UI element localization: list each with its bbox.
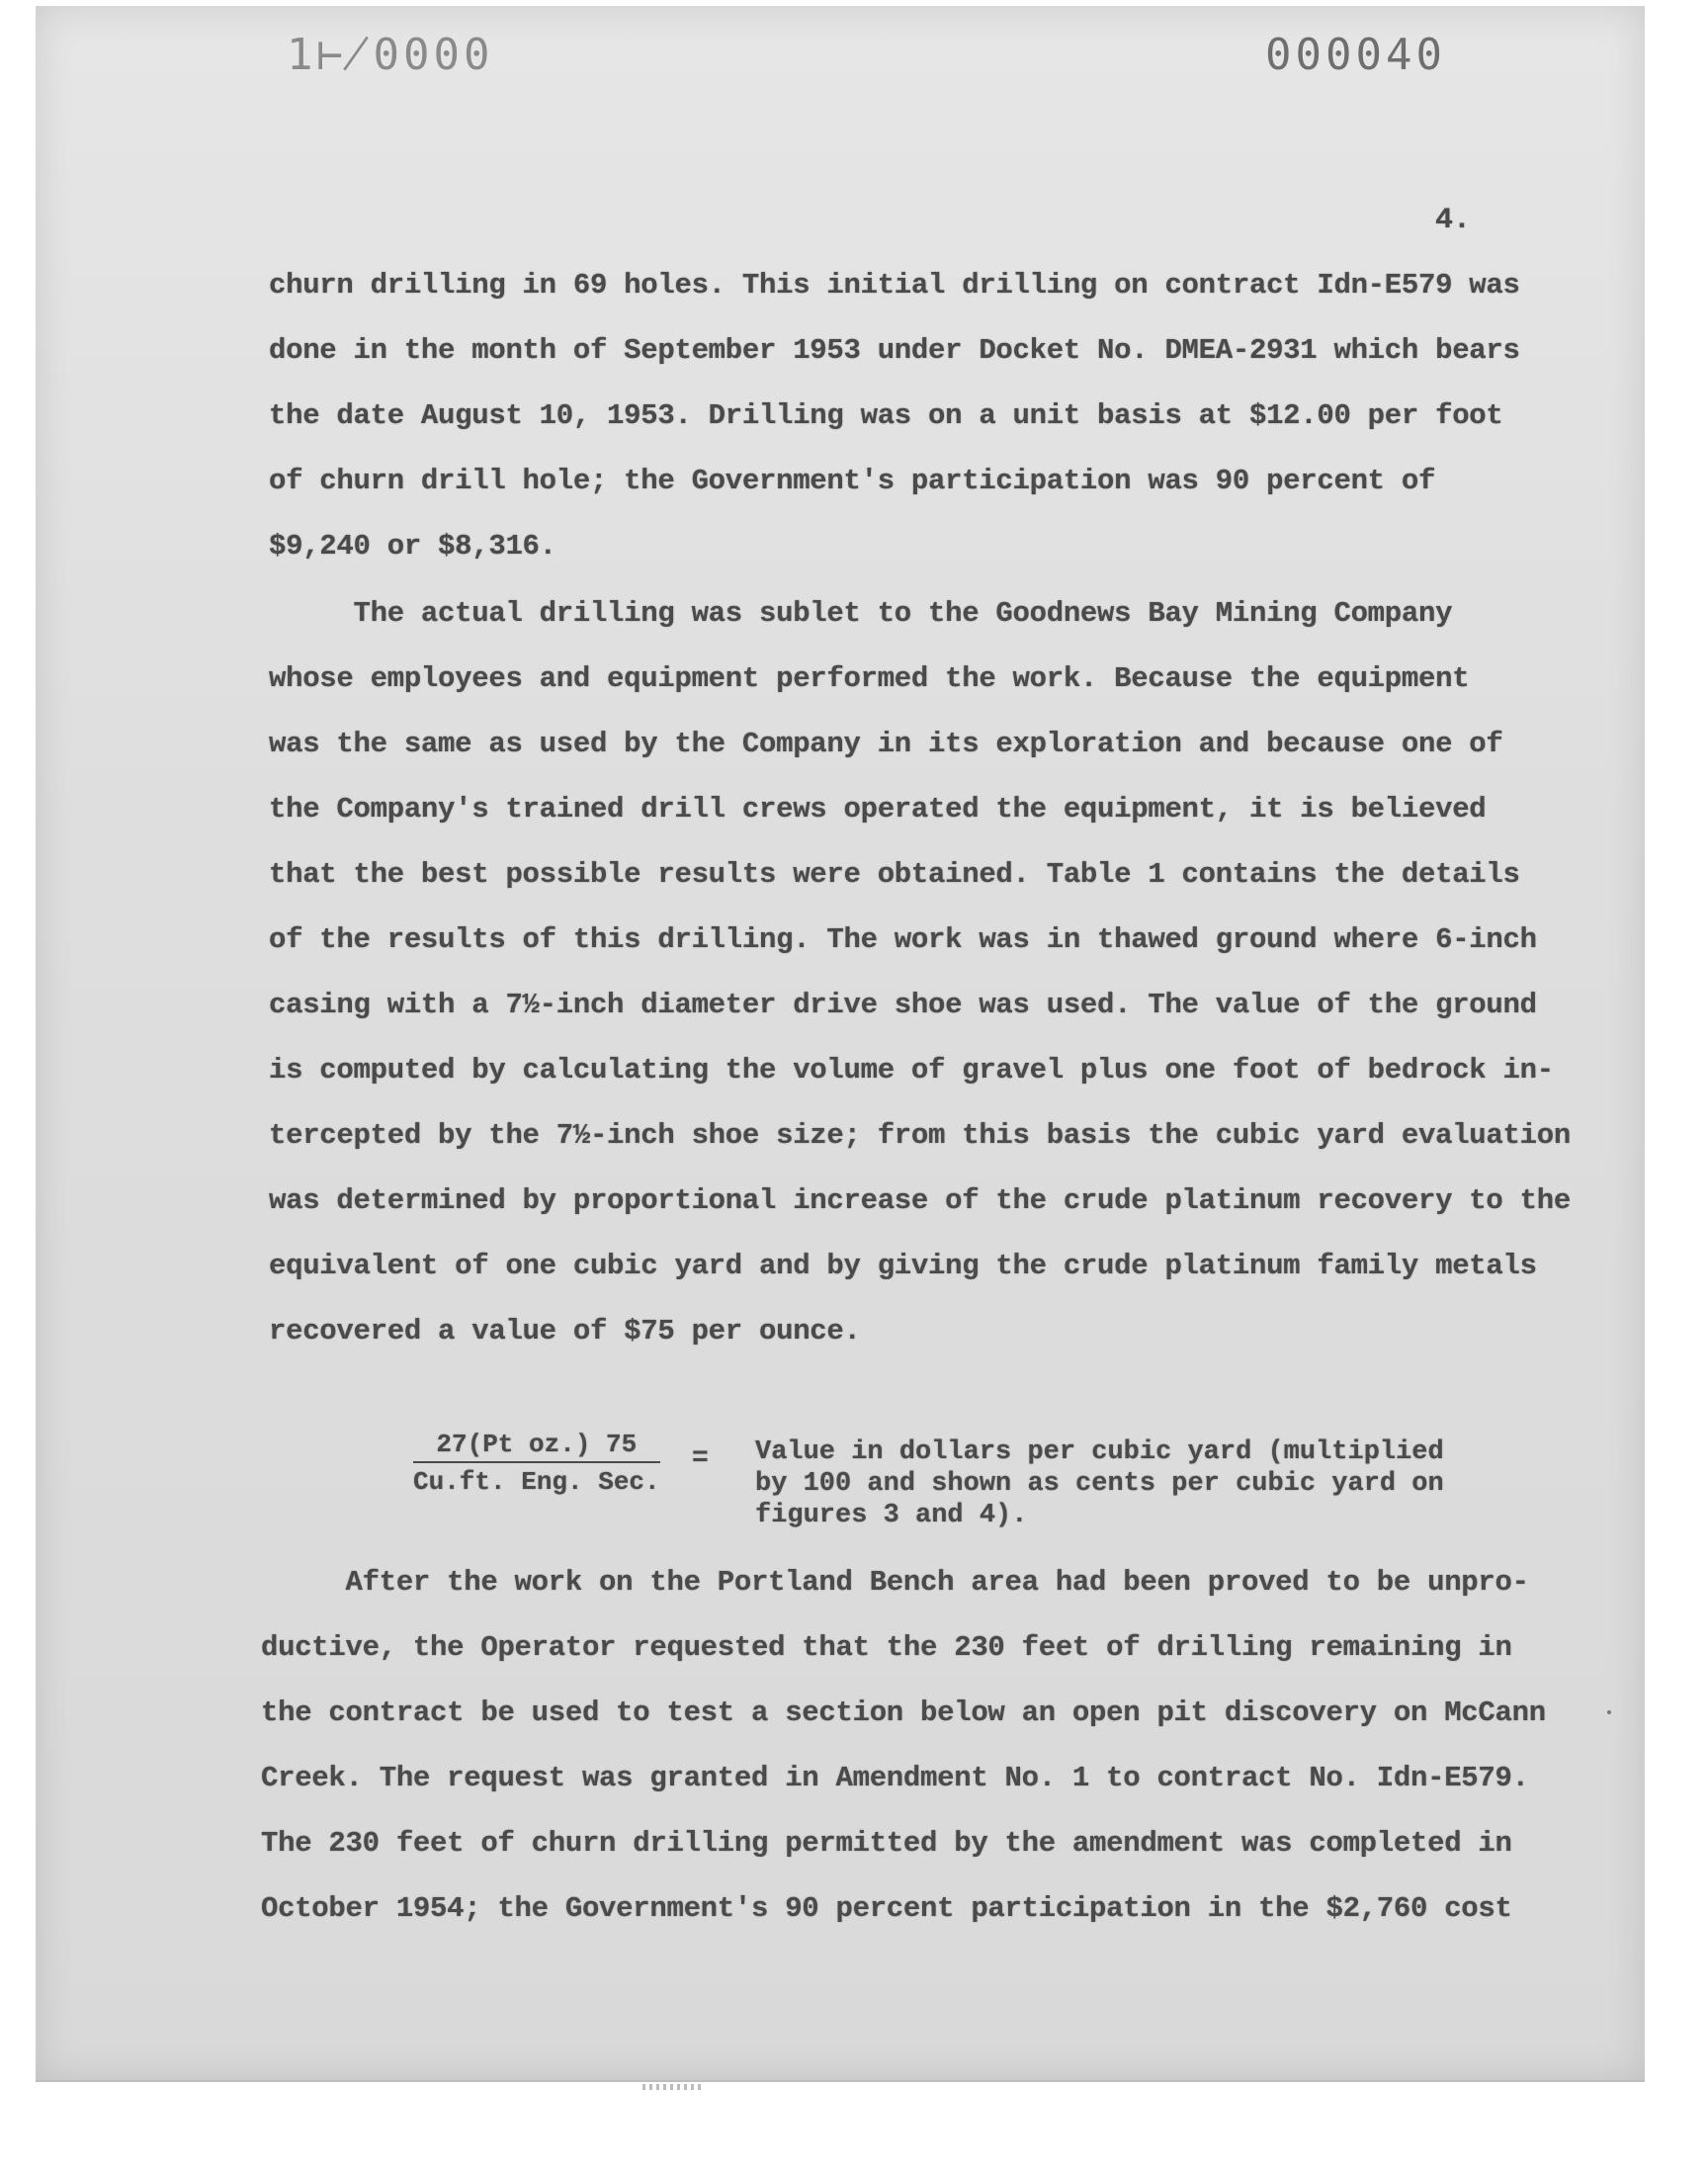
paragraph3-line-6: October 1954; the Government's 90 percent participation in the $2,760 cost <box>261 1892 1512 1925</box>
paragraph3-line-2: ductive, the Operator requested that the 230 feet of drilling remaining in <box>261 1631 1512 1664</box>
formula-equals-sign: = <box>692 1443 709 1474</box>
formula-explanation-line-3: figures 3 and 4). <box>755 1501 1028 1530</box>
paragraph2-line-4: the Company's trained drill crews operated the equipment, it is believed <box>269 793 1487 826</box>
paragraph3-line-4: Creek. The request was granted in Amendment No. 1 to contract No. Idn-E579. <box>261 1762 1529 1794</box>
paragraph2-line-2: whose employees and equipment performed the work. Because the equipment <box>269 662 1470 695</box>
page-number: 4. <box>1435 204 1472 237</box>
paragraph2-line-1: The actual drilling was sublet to the Goodnews Bay Mining Company <box>269 597 1453 630</box>
paragraph1-line-1: churn drilling in 69 holes. This initial drilling on contract Idn-E579 was <box>269 269 1520 302</box>
formula-explanation-line-2: by 100 and shown as cents per cubic yard on <box>755 1469 1444 1499</box>
paragraph2-line-12: recovered a value of $75 per ounce. <box>269 1315 861 1348</box>
paragraph1-line-4: of churn drill hole; the Government's participation was 90 percent of <box>269 465 1436 497</box>
paragraph2-line-9: tercepted by the 7½-inch shoe size; from this basis the cubic yard evaluation <box>269 1119 1571 1152</box>
formula-denominator: Cu.ft. Eng. Sec. <box>413 1467 660 1497</box>
paragraph2-line-8: is computed by calculating the volume of gravel plus one foot of bedrock in- <box>269 1054 1554 1087</box>
paragraph2-line-10: was determined by proportional increase of the crude platinum recovery to the <box>269 1184 1571 1217</box>
paragraph3-line-1: After the work on the Portland Bench area had been proved to be unpro- <box>261 1566 1529 1599</box>
paragraph2-line-6: of the results of this drilling. The work was in thawed ground where 6-inch <box>269 923 1537 956</box>
paragraph2-line-5: that the best possible results were obtained. Table 1 contains the details <box>269 858 1520 891</box>
paragraph2-line-3: was the same as used by the Company in its exploration and because one of <box>269 728 1503 760</box>
stamp-number-left: 1⊬0000 <box>287 30 494 80</box>
paragraph1-line-3: the date August 10, 1953. Drilling was on a unit basis at $12.00 per foot <box>269 399 1503 432</box>
formula-numerator: 27(Pt oz.) 75 <box>413 1430 660 1463</box>
page-edge <box>36 2080 1645 2082</box>
scan-speck <box>1607 1710 1611 1714</box>
paragraph1-line-5: $9,240 or $8,316. <box>269 530 556 563</box>
paragraph2-line-11: equivalent of one cubic yard and by giving the crude platinum family metals <box>269 1250 1537 1282</box>
formula-explanation-line-1: Value in dollars per cubic yard (multiplied <box>755 1437 1444 1467</box>
paragraph3-line-5: The 230 feet of churn drilling permitted by the amendment was completed in <box>261 1827 1512 1860</box>
paragraph1-line-2: done in the month of September 1953 under Docket No. DMEA-2931 which bears <box>269 334 1520 367</box>
scan-edge-marks <box>642 2084 702 2090</box>
paragraph2-line-7: casing with a 7½-inch diameter drive shoe was used. The value of the ground <box>269 989 1537 1021</box>
stamp-number-right: 000040 <box>1265 30 1446 80</box>
value-formula <box>413 1430 660 1497</box>
paragraph3-line-3: the contract be used to test a section below an open pit discovery on McCann <box>261 1696 1546 1729</box>
